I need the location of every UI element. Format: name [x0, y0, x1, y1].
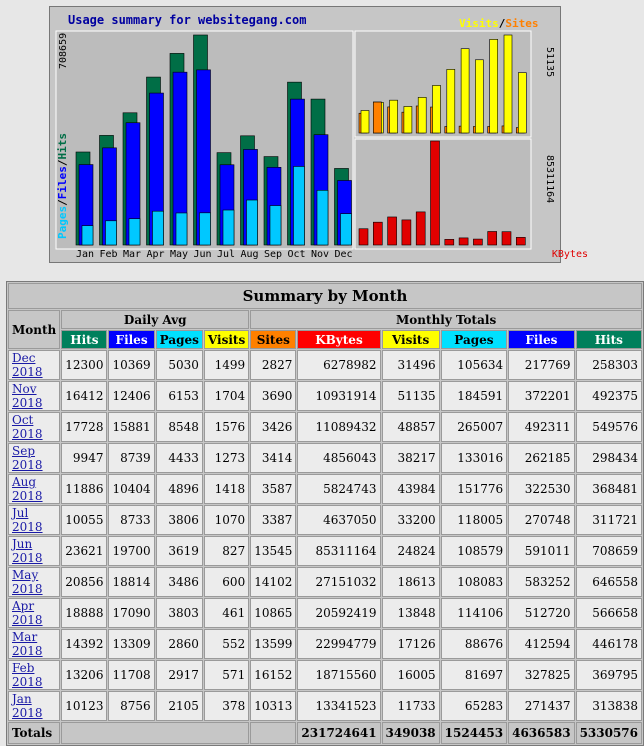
daily-col-header-files: Files [108, 330, 154, 349]
left-ylabel-part: / [56, 159, 69, 167]
x-tick-label: Apr [146, 249, 165, 260]
month-column-header: Month [8, 310, 60, 349]
left-ylabel [56, 133, 69, 239]
value-cell: 3414 [250, 443, 296, 473]
value-cell: 1704 [204, 381, 249, 411]
value-cell: 114106 [441, 598, 507, 628]
bar-pages [341, 214, 352, 245]
value-cell: 6153 [156, 381, 203, 411]
value-cell: 2860 [156, 629, 203, 659]
value-cell: 378 [204, 691, 249, 721]
bar-kbytes [388, 217, 397, 245]
value-cell: 31496 [382, 350, 440, 380]
bar-pages [129, 219, 140, 245]
bar-kbytes [373, 222, 382, 245]
value-cell: 81697 [441, 660, 507, 690]
daily-col-header-pages: Pages [156, 330, 203, 349]
monthly-totals-header: Monthly Totals [250, 310, 642, 329]
value-cell: 133016 [441, 443, 507, 473]
totals-label: Totals [8, 722, 60, 744]
value-cell: 4856043 [297, 443, 380, 473]
bar-kbytes [431, 141, 440, 245]
monthly-col-header-sites: Sites [250, 330, 296, 349]
monthly-col-header-hits: Hits [576, 330, 642, 349]
month-link[interactable]: Aug 2018 [12, 475, 43, 503]
value-cell: 16152 [250, 660, 296, 690]
value-cell: 24824 [382, 536, 440, 566]
value-cell: 18613 [382, 567, 440, 597]
value-cell: 3806 [156, 505, 203, 535]
month-link[interactable]: Sep 2018 [12, 444, 43, 472]
value-cell: 2105 [156, 691, 203, 721]
kbytes-legend: KBytes [551, 249, 588, 260]
value-cell: 3690 [250, 381, 296, 411]
bar-visits [433, 85, 441, 133]
bar-pages [317, 190, 328, 245]
bar-pages [200, 213, 211, 245]
x-tick-label: Jan [75, 249, 95, 260]
value-cell: 549576 [576, 412, 642, 442]
bar-visits [504, 35, 512, 133]
totals-value: 4636583 [508, 722, 574, 744]
value-cell: 1070 [204, 505, 249, 535]
bar-pages [247, 200, 258, 245]
left-ylabel-part: Pages [56, 205, 69, 239]
value-cell: 591011 [508, 536, 574, 566]
bar-visits [461, 49, 469, 133]
x-tick-label: May [169, 249, 189, 260]
value-cell: 827 [204, 536, 249, 566]
value-cell: 13309 [108, 629, 154, 659]
value-cell: 17090 [108, 598, 154, 628]
bar-visits [361, 111, 369, 133]
x-tick-label: Feb [99, 249, 118, 260]
value-cell: 1273 [204, 443, 249, 473]
value-cell: 3619 [156, 536, 203, 566]
month-cell [8, 598, 60, 628]
value-cell: 65283 [441, 691, 507, 721]
value-cell: 22994779 [297, 629, 380, 659]
x-tick-label: Jun [193, 249, 212, 260]
table-row [8, 381, 642, 411]
bar-sites [373, 102, 381, 133]
value-cell: 3486 [156, 567, 203, 597]
value-cell: 19700 [108, 536, 154, 566]
value-cell: 566658 [576, 598, 642, 628]
x-tick-label: Jul [216, 249, 236, 260]
value-cell: 600 [204, 567, 249, 597]
value-cell: 8739 [108, 443, 154, 473]
visits-sites-max-label: 51135 [544, 47, 555, 78]
value-cell: 16412 [61, 381, 107, 411]
value-cell: 265007 [441, 412, 507, 442]
totals-value: 1524453 [441, 722, 507, 744]
bar-kbytes [445, 239, 454, 245]
value-cell: 13341523 [297, 691, 380, 721]
month-link[interactable]: Mar 2018 [12, 630, 43, 658]
month-cell [8, 350, 60, 380]
month-link[interactable]: Jun 2018 [12, 537, 43, 565]
x-tick-label: Nov [310, 249, 330, 260]
bar-kbytes [488, 231, 497, 245]
value-cell: 18715560 [297, 660, 380, 690]
visits-sites-legend-part: Sites [505, 17, 539, 30]
value-cell: 262185 [508, 443, 574, 473]
month-cell [8, 443, 60, 473]
value-cell: 11886 [61, 474, 107, 504]
value-cell: 51135 [382, 381, 440, 411]
value-cell: 2917 [156, 660, 203, 690]
value-cell: 583252 [508, 567, 574, 597]
value-cell: 6278982 [297, 350, 380, 380]
x-tick-label: Sep [263, 249, 283, 260]
value-cell: 412594 [508, 629, 574, 659]
usage-chart-svg [50, 7, 588, 262]
value-cell: 18888 [61, 598, 107, 628]
table-row [8, 567, 642, 597]
x-tick-label: Mar [122, 249, 142, 260]
bar-visits [475, 60, 483, 133]
bar-visits [490, 39, 498, 133]
value-cell: 2827 [250, 350, 296, 380]
value-cell: 3803 [156, 598, 203, 628]
value-cell: 571 [204, 660, 249, 690]
monthly-col-header-pages: Pages [441, 330, 507, 349]
value-cell: 10055 [61, 505, 107, 535]
left-ylabel-part: / [56, 199, 69, 206]
value-cell: 11089432 [297, 412, 380, 442]
value-cell: 151776 [441, 474, 507, 504]
value-cell: 14102 [250, 567, 296, 597]
totals-value: 231724641 [297, 722, 380, 744]
table-row [8, 412, 642, 442]
value-cell: 17728 [61, 412, 107, 442]
value-cell: 313838 [576, 691, 642, 721]
value-cell: 10313 [250, 691, 296, 721]
month-cell [8, 505, 60, 535]
bar-pages [106, 221, 117, 245]
table-row [8, 536, 642, 566]
bar-visits [390, 100, 398, 133]
value-cell: 11708 [108, 660, 154, 690]
value-cell: 10123 [61, 691, 107, 721]
totals-sites-spacer [250, 722, 296, 744]
totals-spacer [61, 722, 249, 744]
bar-kbytes [516, 237, 525, 245]
value-cell: 708659 [576, 536, 642, 566]
visits-sites-legend-part: / [498, 17, 506, 30]
value-cell: 4896 [156, 474, 203, 504]
value-cell: 85311164 [297, 536, 380, 566]
value-cell: 1499 [204, 350, 249, 380]
value-cell: 217769 [508, 350, 574, 380]
value-cell: 10404 [108, 474, 154, 504]
value-cell: 1418 [204, 474, 249, 504]
value-cell: 15881 [108, 412, 154, 442]
value-cell: 271437 [508, 691, 574, 721]
value-cell: 18814 [108, 567, 154, 597]
x-tick-label: Dec [334, 249, 353, 260]
bar-kbytes [416, 212, 425, 245]
value-cell: 12300 [61, 350, 107, 380]
visits-sites-legend [459, 17, 539, 30]
value-cell: 512720 [508, 598, 574, 628]
month-cell [8, 691, 60, 721]
month-link[interactable]: Oct 2018 [12, 413, 43, 441]
value-cell: 1576 [204, 412, 249, 442]
bar-pages [270, 206, 281, 245]
value-cell: 8548 [156, 412, 203, 442]
value-cell: 12406 [108, 381, 154, 411]
month-link[interactable]: Dec 2018 [12, 351, 43, 379]
bar-kbytes [402, 220, 411, 245]
table-row [8, 474, 642, 504]
bar-visits [447, 69, 455, 133]
value-cell: 13206 [61, 660, 107, 690]
value-cell: 118005 [441, 505, 507, 535]
bar-kbytes [502, 232, 511, 245]
value-cell: 8756 [108, 691, 154, 721]
month-cell [8, 660, 60, 690]
monthly-col-header-files: Files [508, 330, 574, 349]
value-cell: 298434 [576, 443, 642, 473]
value-cell: 43984 [382, 474, 440, 504]
bar-pages [153, 211, 164, 245]
x-tick-label: Aug [240, 249, 259, 260]
value-cell: 5030 [156, 350, 203, 380]
bar-kbytes [473, 239, 482, 245]
value-cell: 11733 [382, 691, 440, 721]
table-row [8, 629, 642, 659]
value-cell: 13599 [250, 629, 296, 659]
value-cell: 322530 [508, 474, 574, 504]
value-cell: 369795 [576, 660, 642, 690]
visits-sites-legend-part: Visits [459, 17, 499, 30]
month-cell [8, 412, 60, 442]
value-cell: 4637050 [297, 505, 380, 535]
value-cell: 48857 [382, 412, 440, 442]
value-cell: 184591 [441, 381, 507, 411]
usage-chart [49, 6, 588, 263]
month-link[interactable]: May 2018 [12, 568, 43, 596]
value-cell: 20592419 [297, 598, 380, 628]
table-title: Summary by Month [8, 283, 642, 309]
bar-pages [294, 166, 305, 245]
value-cell: 38217 [382, 443, 440, 473]
month-link[interactable]: Jul 2018 [12, 506, 43, 534]
value-cell: 10865 [250, 598, 296, 628]
value-cell: 17126 [382, 629, 440, 659]
value-cell: 492311 [508, 412, 574, 442]
left-ylabel-part: Hits [56, 133, 69, 160]
table-row [8, 443, 642, 473]
kbytes-max-label: 85311164 [544, 155, 555, 204]
month-link[interactable]: Feb 2018 [12, 661, 43, 689]
value-cell: 10931914 [297, 381, 380, 411]
daily-col-header-hits: Hits [61, 330, 107, 349]
month-link[interactable]: Apr 2018 [12, 599, 43, 627]
left-ylabel-part: Files [56, 166, 69, 200]
value-cell: 368481 [576, 474, 642, 504]
value-cell: 20856 [61, 567, 107, 597]
value-cell: 3426 [250, 412, 296, 442]
monthly-col-header-visits: Visits [382, 330, 440, 349]
bar-visits [518, 73, 526, 133]
table-row [8, 505, 642, 535]
value-cell: 311721 [576, 505, 642, 535]
daily-avg-header: Daily Avg [61, 310, 249, 329]
month-cell [8, 381, 60, 411]
value-cell: 9947 [61, 443, 107, 473]
value-cell: 5824743 [297, 474, 380, 504]
left-max-label: 708659 [58, 32, 69, 69]
month-cell [8, 474, 60, 504]
value-cell: 372201 [508, 381, 574, 411]
value-cell: 13848 [382, 598, 440, 628]
totals-value: 349038 [382, 722, 440, 744]
value-cell: 552 [204, 629, 249, 659]
value-cell: 646558 [576, 567, 642, 597]
totals-value: 5330576 [576, 722, 642, 744]
monthly-col-header-kbytes: KBytes [297, 330, 380, 349]
bar-pages [176, 213, 187, 245]
table-body [8, 350, 642, 721]
daily-col-header-visits: Visits [204, 330, 249, 349]
value-cell: 10369 [108, 350, 154, 380]
month-cell [8, 567, 60, 597]
bar-visits [404, 106, 412, 133]
value-cell: 3387 [250, 505, 296, 535]
summary-by-month-table [6, 281, 644, 746]
value-cell: 13545 [250, 536, 296, 566]
value-cell: 27151032 [297, 567, 380, 597]
value-cell: 105634 [441, 350, 507, 380]
value-cell: 108579 [441, 536, 507, 566]
bar-pages [82, 226, 93, 245]
value-cell: 8733 [108, 505, 154, 535]
value-cell: 3587 [250, 474, 296, 504]
value-cell: 446178 [576, 629, 642, 659]
month-link[interactable]: Jan 2018 [12, 692, 43, 720]
table-row [8, 660, 642, 690]
bar-kbytes [359, 229, 368, 245]
value-cell: 461 [204, 598, 249, 628]
value-cell: 88676 [441, 629, 507, 659]
column-header-row [8, 330, 642, 349]
month-cell [8, 629, 60, 659]
value-cell: 16005 [382, 660, 440, 690]
value-cell: 270748 [508, 505, 574, 535]
chart-title: Usage summary for websitegang.com [68, 13, 307, 27]
value-cell: 14392 [61, 629, 107, 659]
table-row [8, 350, 642, 380]
x-tick-label: Oct [287, 249, 306, 260]
totals-row [8, 722, 642, 744]
table-row [8, 691, 642, 721]
bar-kbytes [459, 238, 468, 245]
month-link[interactable]: Nov 2018 [12, 382, 43, 410]
value-cell: 258303 [576, 350, 642, 380]
value-cell: 327825 [508, 660, 574, 690]
value-cell: 4433 [156, 443, 203, 473]
value-cell: 108083 [441, 567, 507, 597]
table-row [8, 598, 642, 628]
value-cell: 33200 [382, 505, 440, 535]
bar-visits [418, 97, 426, 133]
value-cell: 23621 [61, 536, 107, 566]
value-cell: 492375 [576, 381, 642, 411]
month-cell [8, 536, 60, 566]
bar-pages [223, 210, 234, 245]
